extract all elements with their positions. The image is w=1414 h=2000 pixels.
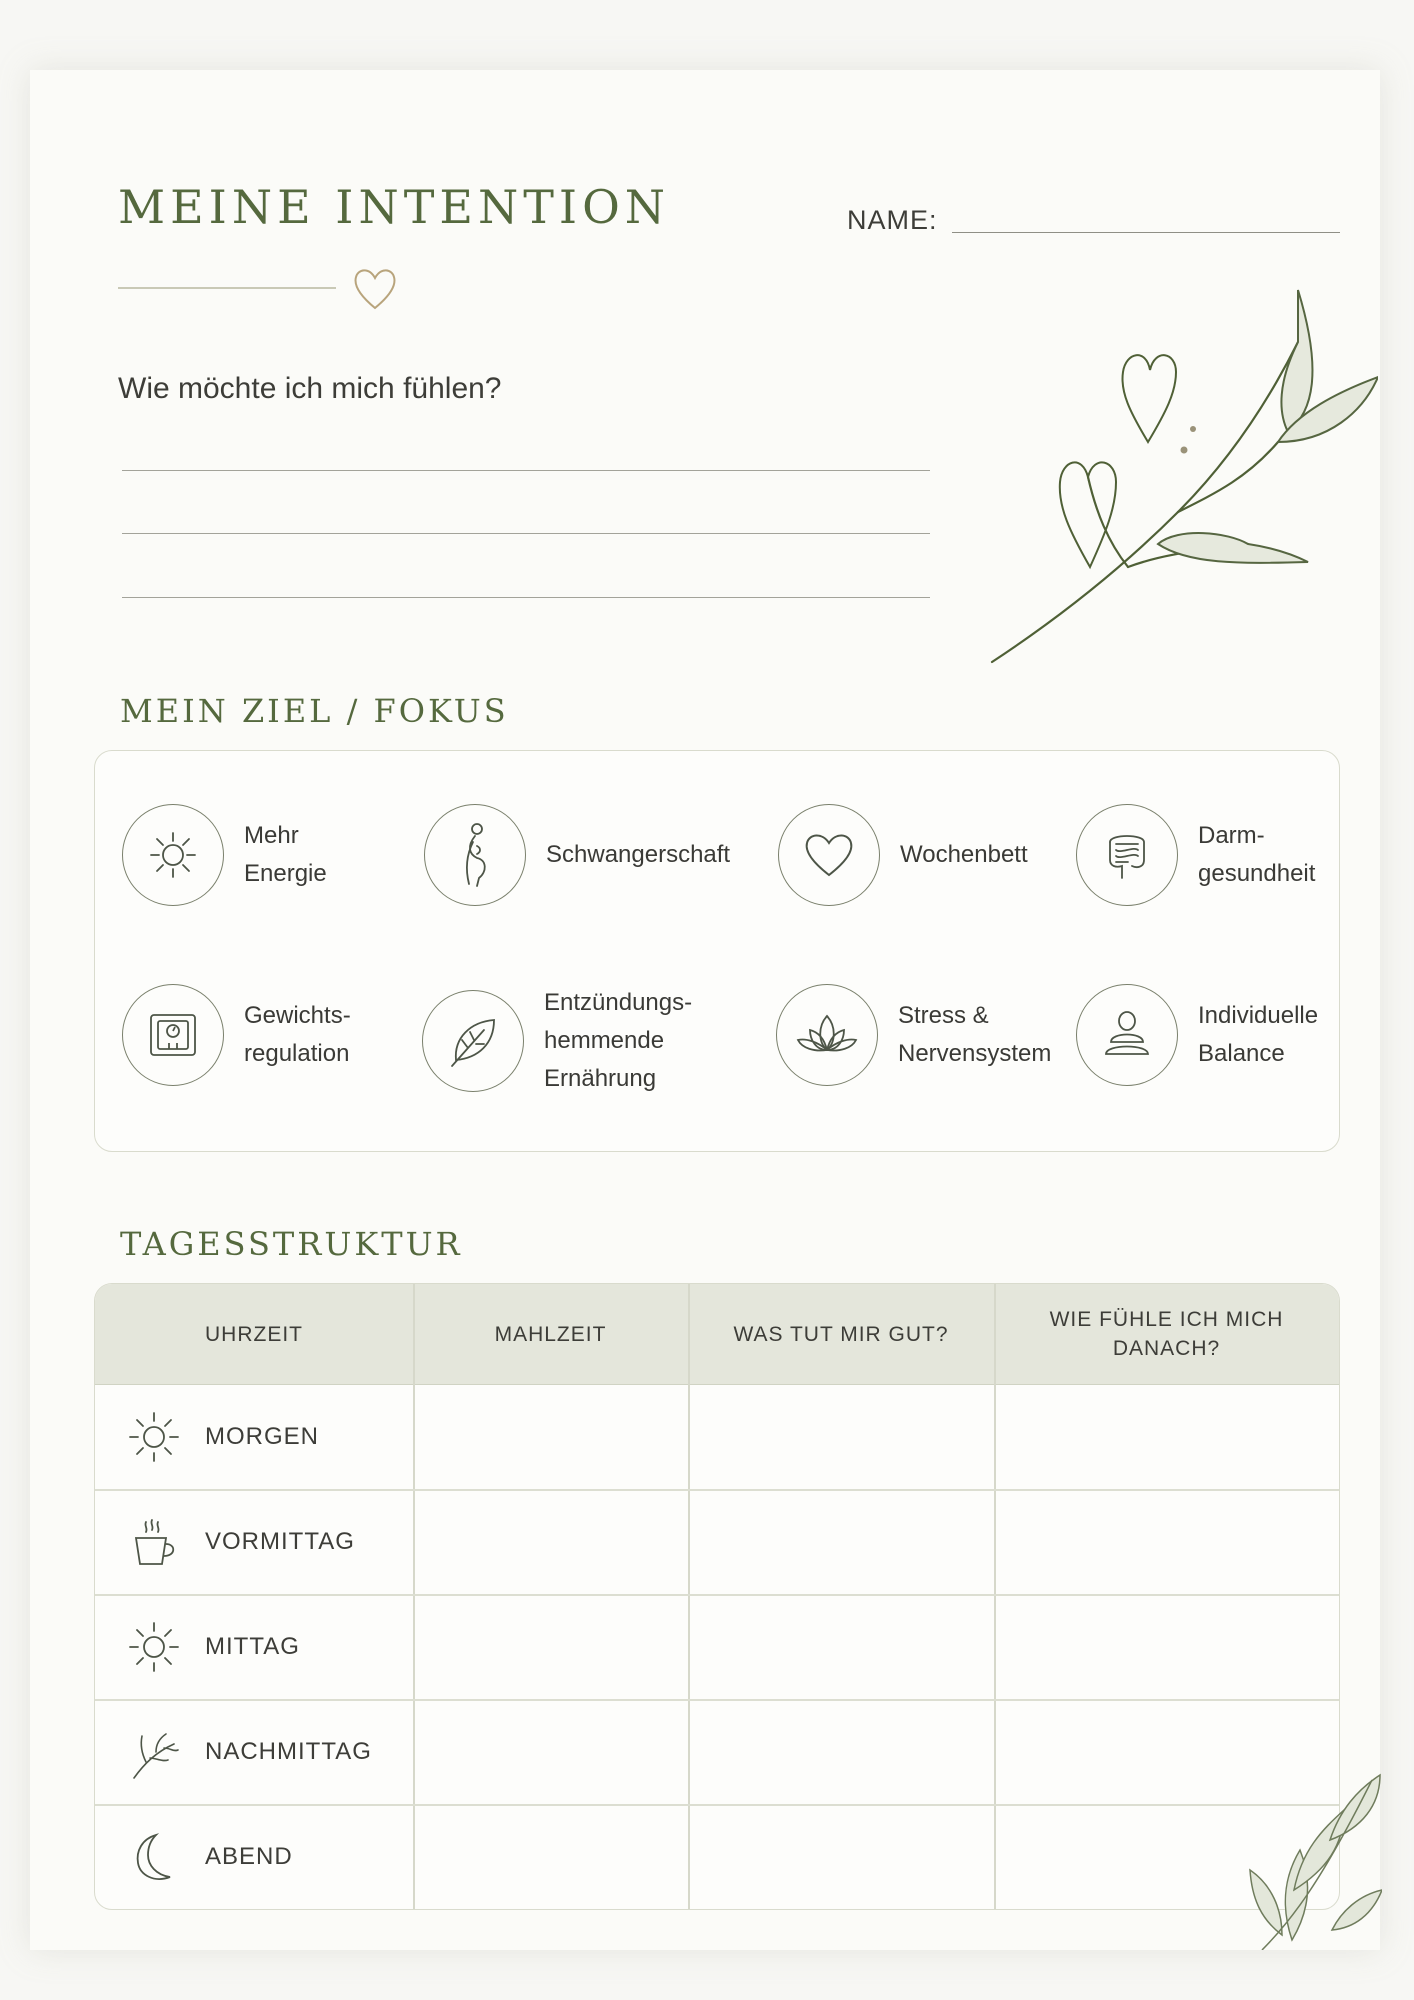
sun-icon (119, 1407, 189, 1467)
column-divider (413, 1284, 415, 1909)
focus-option-gut-health[interactable] (1076, 804, 1315, 906)
title-divider (118, 287, 336, 289)
focus-option-weight[interactable] (122, 984, 351, 1086)
focus-option-label: Wochenbett (900, 841, 1028, 868)
focus-option-label: Gewichts- regulation (244, 1002, 351, 1067)
writing-line[interactable] (122, 470, 930, 471)
steaming-cup-icon (119, 1512, 189, 1572)
focus-option-label: Mehr Energie (244, 822, 327, 887)
scale-icon (122, 984, 224, 1086)
table-row (95, 1699, 413, 1804)
focus-option-postpartum[interactable] (778, 804, 1028, 906)
focus-option-pregnancy[interactable] (424, 804, 730, 906)
daily-structure-table (94, 1283, 1340, 1910)
herb-sprig-icon (119, 1722, 189, 1782)
pregnant-woman-icon (424, 804, 526, 906)
row-label: MORGEN (205, 1422, 319, 1450)
focus-section-title: MEIN ZIEL / FOKUS (120, 692, 509, 730)
row-label: VORMITTAG (205, 1527, 355, 1555)
focus-option-label: Darm- gesundheit (1198, 822, 1316, 887)
column-header-time: UHRZEIT (205, 1322, 303, 1346)
table-row (95, 1594, 413, 1699)
column-header-wellbeing: WAS TUT MIR GUT? (733, 1322, 949, 1346)
heart-icon (350, 262, 400, 314)
focus-option-label: Schwangerschaft (546, 841, 731, 868)
table-row (95, 1804, 413, 1909)
writing-line[interactable] (122, 597, 930, 598)
name-input-line[interactable] (952, 232, 1340, 233)
row-label: ABEND (205, 1842, 293, 1870)
focus-option-balance[interactable] (1076, 984, 1318, 1086)
focus-option-energy[interactable] (122, 804, 327, 906)
row-label: NACHMITTAG (205, 1737, 372, 1765)
table-row (95, 1384, 413, 1489)
intention-question: Wie möchte ich mich fühlen? (118, 372, 502, 405)
leaf-icon (422, 990, 524, 1092)
focus-option-label: Stress & Nervensystem (898, 1002, 1052, 1067)
heart-icon (778, 804, 880, 906)
name-label: NAME: (847, 205, 938, 235)
row-label: MITTAG (205, 1632, 300, 1660)
page-title: MEINE INTENTION (118, 180, 671, 234)
intestine-icon (1076, 804, 1178, 906)
lotus-icon (776, 984, 878, 1086)
column-header-meal: MAHLZEIT (494, 1322, 607, 1346)
column-header-feeling: WIE FÜHLE ICH MICH DANACH? (1049, 1308, 1284, 1360)
column-divider (688, 1284, 690, 1909)
schedule-section-title: TAGESSTRUKTUR (120, 1225, 463, 1263)
focus-option-anti-inflammatory[interactable] (422, 984, 692, 1098)
branch-with-hearts-illustration (978, 282, 1378, 672)
focus-option-stress[interactable] (776, 984, 1051, 1086)
column-divider (994, 1284, 996, 1909)
table-row (95, 1489, 413, 1594)
leaves-decoration (1222, 1740, 1382, 1950)
sun-icon (119, 1617, 189, 1677)
focus-option-label: Individuelle Balance (1198, 1002, 1319, 1067)
writing-line[interactable] (122, 533, 930, 534)
focus-option-label: Entzündungs- hemmende Ernährung (544, 989, 693, 1092)
stacked-stones-icon (1076, 984, 1178, 1086)
moon-icon (119, 1827, 189, 1887)
sun-icon (122, 804, 224, 906)
